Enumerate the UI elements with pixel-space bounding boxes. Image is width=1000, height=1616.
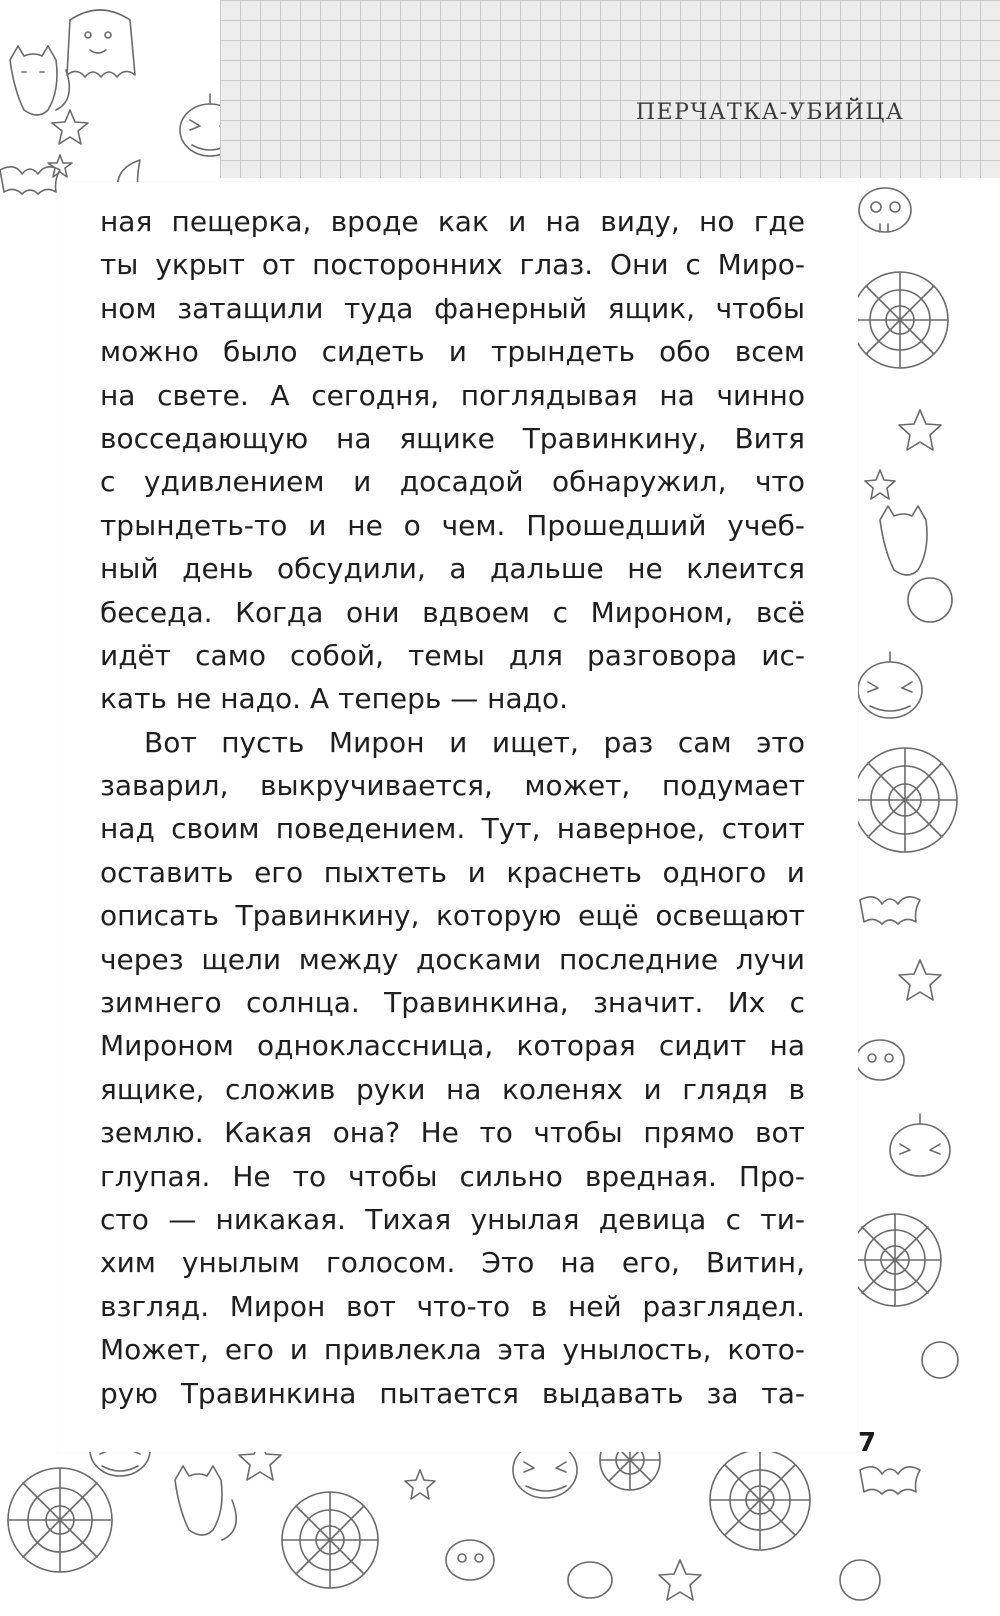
text-line: хим унылым голосом. Это на его, Витин, (100, 1246, 805, 1280)
spider-web-icon (710, 1450, 810, 1550)
moon-icon (922, 1342, 958, 1378)
cat-icon (10, 46, 69, 115)
text-line: сто — никакая. Тихая унылая девица с ти- (100, 1202, 805, 1236)
text-line: оставить его пыхтеть и краснеть одного и (100, 855, 805, 889)
text-line: взгляд. Мирон вот что-то в ней разглядел. (100, 1289, 805, 1323)
text-line: описать Травинкину, которую ещё освещают (100, 899, 805, 933)
text-line: рую Травинкина пытается выдавать за та- (100, 1376, 805, 1410)
text-line: с удивлением и досадой обнаружил, что (100, 465, 805, 499)
text-line: восседающую на ящике Травинкину, Витя (100, 421, 805, 455)
spider-web-icon (282, 1492, 378, 1588)
grid-paper-header (220, 0, 1000, 178)
spider-web-icon (852, 272, 948, 368)
text-line: через щели между досками последние лучи (100, 942, 805, 976)
paragraph-first-line: Вот пусть Мирон и ищет, раз сам это (144, 725, 805, 759)
star-icon (899, 960, 941, 1000)
pumpkin-icon (858, 652, 922, 718)
text-line: Может, его и привлекла эта унылость, кото- (100, 1333, 805, 1367)
page-number: 7 (858, 1428, 877, 1458)
spider-web-icon (849, 1214, 941, 1306)
text-line: трындеть-то и не о чем. Прошедший учеб- (100, 508, 805, 542)
text-line: заварил, выкручивается, может, подумает (100, 769, 805, 803)
text-line: ты укрыт от посторонних глаз. Они с Миро- (100, 248, 805, 282)
ghost-icon (67, 10, 135, 77)
spider-web-icon (853, 748, 957, 852)
moon-icon (840, 1560, 880, 1600)
body-text (100, 200, 805, 1415)
text-line: кать не надо. А теперь — надо. (100, 682, 569, 716)
text-line: землю. Какая она? Не то чтобы прямо вот (100, 1116, 805, 1150)
cat-icon (175, 1466, 236, 1540)
bat-icon (860, 897, 920, 924)
cat-icon (880, 506, 927, 575)
text-line: на свете. А сегодня, поглядывая на чинно (100, 378, 805, 412)
text-line: ная пещерка, вроде как и на виду, но где (100, 205, 805, 238)
text-line: Мироном одноклассница, которая сидит на (100, 1029, 805, 1063)
text-line: беседа. Когда они вдвоем с Мироном, всё (100, 595, 805, 629)
bat-icon (0, 167, 60, 194)
skull-icon (568, 1562, 612, 1598)
running-head-title: ПЕРЧАТКА-УБИЙЦА (635, 100, 905, 125)
text-line: можно было сидеть и трындеть обо всем (100, 335, 805, 369)
text-line: идёт само собой, темы для разговора ис- (100, 638, 805, 672)
text-line: ящике, сложив руки на коленях и глядя в (100, 1072, 805, 1106)
pumpkin-icon (890, 1114, 950, 1176)
star-icon (865, 410, 941, 499)
text-line: ный день обсудили, а дальше не клеится (100, 552, 805, 586)
spider-web-icon (8, 1468, 112, 1572)
text-line: зимнего солнца. Травинкина, значит. Их с (100, 986, 805, 1020)
text-line: над своим поведением. Тут, наверное, стоит (100, 812, 805, 846)
bat-icon (860, 1467, 920, 1494)
text-line: глупая. Не то чтобы сильно вредная. Про- (100, 1159, 805, 1193)
skull-icon (859, 188, 911, 232)
skull-icon (856, 1040, 904, 1080)
moon-icon (908, 578, 952, 622)
skull-icon (446, 1540, 494, 1580)
text-line: ном затащили туда фанерный ящик, чтобы (100, 291, 805, 325)
